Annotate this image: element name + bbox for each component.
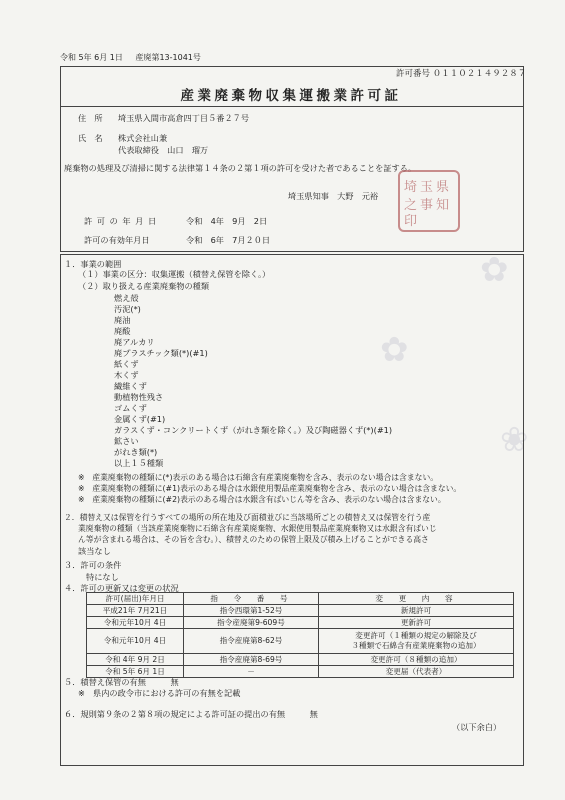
scope-item-1: （１）事業の区分：収集運搬（積替え保管を除く。）: [78, 269, 271, 279]
history-table: [86, 592, 514, 678]
scope-note: ※ 産業廃棄物の種類に(#2)表示のある場合は水銀含有ばいじん等を含み、表示のない場合は含まない。: [78, 495, 446, 504]
waste-type-total: 以上１５種類: [114, 458, 164, 468]
section-2-line: ん等が含まれる場合は、その旨を含む。）、積替えのための保管上限及び積み上げることができる高さ: [78, 535, 429, 544]
official-seal: 県 知 玉 事 埼 之 印: [398, 170, 460, 232]
table-row: [87, 654, 514, 666]
page-title: 産業廃棄物収集運搬業許可証: [180, 88, 402, 104]
table-row: [87, 629, 514, 654]
section-2-line: ２．積替え又は保管を行うすべての場所の所在地及び面積並びに当該場所ごとの積替え又は保管を行う産: [64, 513, 431, 522]
waste-type: 廃アルカリ: [114, 337, 155, 347]
scope-note: ※ 産業廃棄物の種類に(*)表示のある場合は石綿含有産業廃棄物を含み、表示のない場合は含まない。: [78, 473, 439, 482]
waste-type: 燃え殻: [114, 293, 139, 303]
section-2-body: 該当なし: [78, 546, 111, 556]
table-cell: 令和 4年 9月 2日: [87, 654, 184, 666]
table-cell: 指令産廃第9-609号: [184, 617, 319, 629]
waste-type: 廃プラスチック類(*)(#1): [114, 348, 208, 358]
address-value: 埼玉県入間市高倉四丁目５番２７号: [118, 113, 250, 123]
waste-type: ゴムくず: [114, 403, 147, 413]
background-pattern: ✿: [380, 330, 409, 370]
permit-date: 令和 4年 9月 2日: [186, 216, 268, 226]
waste-type: 廃油: [114, 315, 131, 325]
column-header: 指 令 番 号: [184, 593, 319, 605]
waste-type: 汚泥(*): [114, 304, 141, 314]
document-header: [60, 52, 211, 63]
column-header: 変 更 内 容: [319, 593, 514, 605]
waste-type: がれき類(*): [114, 447, 158, 457]
section-2-line: 業廃棄物の種類（当該産業廃棄物に石綿含有産業廃棄物、水銀使用製品産業廃棄物又は水銀含有ばいじ: [78, 524, 437, 533]
waste-type: 紙くず: [114, 359, 139, 369]
end-marker: （以下余白）: [452, 722, 502, 732]
waste-type: 金属くず(#1): [114, 414, 166, 424]
representative: 代表取締役 山口 瑠万: [118, 145, 209, 155]
table-cell: －: [184, 666, 319, 678]
waste-type: 鉱さい: [114, 436, 139, 446]
company-name: 株式会社山兼: [118, 133, 168, 143]
table-row: [87, 605, 514, 617]
table-cell: 変更許可（８種類の追加）: [319, 654, 514, 666]
valid-until: 令和 6年 7月２０日: [186, 235, 271, 245]
section-4-heading: ４．許可の更新又は変更の状況: [64, 583, 179, 593]
background-pattern: ❀: [500, 420, 529, 460]
waste-type: 木くず: [114, 370, 139, 380]
waste-type: 繊維くず: [114, 381, 147, 391]
waste-type: 廃酸: [114, 326, 131, 336]
table-cell: 指令産廃第8-62号: [184, 629, 319, 654]
table-cell: 変更届（代表者）: [319, 666, 514, 678]
table-row: [87, 617, 514, 629]
section-3-body: 特になし: [86, 572, 119, 582]
issuer: 埼玉県知事 大野 元裕: [288, 191, 379, 201]
waste-type: 動植物性残さ: [114, 392, 164, 402]
table-cell: 指令西環第1-52号: [184, 605, 319, 617]
issue-date: 令和 5年 6月 1日: [60, 53, 123, 62]
divider: [60, 106, 524, 107]
valid-until-label: 許可の有効年月日: [84, 235, 150, 245]
waste-type: ガラスくず・コンクリートくず（がれき類を除く。）及び陶磁器くず(*)(#1): [114, 425, 393, 435]
table-cell: 更新許可: [319, 617, 514, 629]
column-header: 許可(届出)年月日: [87, 593, 184, 605]
permit-date-label: 許 可 の 年 月 日: [84, 216, 158, 226]
table-header-row: [87, 593, 514, 605]
table-row: [87, 666, 514, 678]
address-label: 住 所: [78, 113, 103, 123]
certification-text: 廃棄物の処理及び清掃に関する法律第１４条の２第１項の許可を受けた者であることを証する。: [64, 163, 417, 173]
section-5-heading: ５．積替え保管の有無 無: [64, 677, 179, 687]
document-number: 産廃第13-1041号: [135, 53, 201, 62]
section-6: ６．規則第９条の２第８項の規定による許可証の提出の有無 無: [64, 709, 318, 719]
table-cell: 令和元年10月 4日: [87, 617, 184, 629]
section-3-heading: ３．許可の条件: [64, 560, 122, 570]
table-cell: 平成21年 7月21日: [87, 605, 184, 617]
table-cell: 変更許可（１種類の規定の解除及び ３種類で石綿含有産業廃棄物の追加）: [319, 629, 514, 654]
section-5-note: ※ 県内の政令市における許可の有無を記載: [78, 688, 241, 698]
name-label: 氏 名: [78, 133, 103, 143]
scope-note: ※ 産業廃棄物の種類に(#1)表示のある場合は水銀使用製品産業廃棄物を含み、表示のない場合は含まない。: [78, 484, 462, 493]
table-cell: 令和 5年 6月 1日: [87, 666, 184, 678]
table-cell: 新規許可: [319, 605, 514, 617]
scope-item-2: （２）取り扱える産業廃棄物の種類: [78, 281, 210, 291]
permit-number: 許可番号 ０１１０２１４９２８７: [396, 69, 527, 79]
table-cell: 令和元年10月 4日: [87, 629, 184, 654]
background-pattern: ✿: [480, 250, 509, 290]
scope-heading: １．事業の範囲: [64, 259, 122, 269]
table-cell: 指令産廃第8-69号: [184, 654, 319, 666]
